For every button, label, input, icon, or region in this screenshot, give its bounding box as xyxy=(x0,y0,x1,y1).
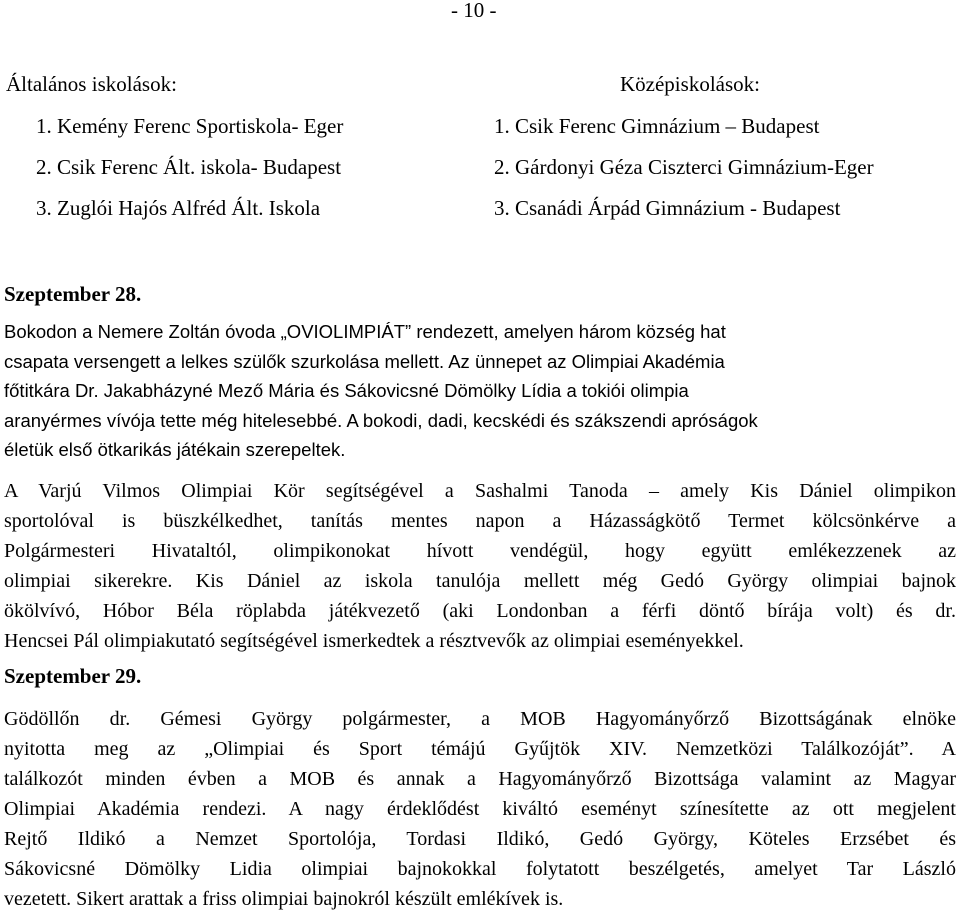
section-heading-sept28: Szeptember 28. xyxy=(4,282,142,306)
elementary-item-1: 1. Kemény Ferenc Sportiskola- Eger xyxy=(36,114,344,138)
sept28-paragraph-2 xyxy=(4,476,956,656)
secondary-item-3: 3. Csanádi Árpád Gimnázium - Budapest xyxy=(494,196,841,220)
paragraph-line: Olimpiai Akadémia rendezi. A nagy érdeklődést kiváltó eseményt színesítette az ott megjelent xyxy=(4,798,956,820)
secondary-item-2: 2. Gárdonyi Géza Ciszterci Gimnázium-Eger xyxy=(494,155,874,179)
sept28-paragraph-1 xyxy=(4,317,956,465)
paragraph-line: Sákovicsné Dömölky Lidia olimpiai bajnokokkal folytatott beszélgetés, amelyet Tar László xyxy=(4,858,956,880)
paragraph-line: Rejtő Ildikó a Nemzet Sportolója, Tordasi Ildikó, Gedó György, Köteles Erzsébet és xyxy=(4,828,956,850)
paragraph-line: aranyérmes vívója tette még hitelesebbé. A bokodi, dadi, kecskédi és szákszendi apróságok xyxy=(4,409,758,431)
paragraph-line: olimpiai sikerekre. Kis Dániel az iskola tanulója mellett még Gedó György olimpiai bajnok xyxy=(4,570,956,592)
elementary-title: Általános iskolások: xyxy=(6,72,177,96)
paragraph-line: vezetett. Sikert arattak a friss olimpiai bajnokról készült emlékívek is. xyxy=(4,888,564,910)
elementary-item-3: 3. Zuglói Hajós Alfréd Ált. Iskola xyxy=(36,196,321,220)
paragraph-line: főtitkára Dr. Jakabházyné Mező Mária és Sákovicsné Dömölky Lídia a tokiói olimpia xyxy=(4,380,689,401)
paragraph-line: sportolóval is büszkélkedhet, tanítás mentes napon a Házasságkötő Termet kölcsönkérve a xyxy=(4,510,956,532)
paragraph-line: A Varjú Vilmos Olimpiai Kör segítségével a Sashalmi Tanoda – amely Kis Dániel olimpikon xyxy=(4,480,956,502)
page-number: - 10 - xyxy=(451,0,497,22)
sept29-paragraph xyxy=(4,704,956,914)
paragraph-line: életük első ötkarikás játékain szerepeltek. xyxy=(4,439,346,460)
paragraph-line: ökölvívó, Hóbor Béla röplabda játékvezető (aki Londonban a férfi döntő bírája volt) és dr. xyxy=(4,600,956,622)
paragraph-line: csapata versengett a lelkes szülők szurkolása mellett. Az ünnepet az Olimpiai Akadémia xyxy=(4,350,725,372)
paragraph-line: nyitotta meg az „Olimpiai és Sport témájú Gyűjtök XIV. Nemzetközi Találkozóját”. A xyxy=(4,738,956,760)
section-heading-sept29: Szeptember 29. xyxy=(4,664,142,688)
paragraph-line: Hencsei Pál olimpiakutató segítségével ismerkedtek a résztvevők az olimpiai eseményekkel. xyxy=(4,630,744,652)
paragraph-line: találkozót minden évben a MOB és annak a Hagyományőrző Bizottsága valamint az Magyar xyxy=(4,768,956,790)
secondary-item-1: 1. Csik Ferenc Gimnázium – Budapest xyxy=(494,114,820,138)
paragraph-line: Bokodon a Nemere Zoltán óvoda „OVIOLIMPIÁT” rendezett, amelyen három község hat xyxy=(4,321,726,342)
paragraph-line: Polgármesteri Hivataltól, olimpikonokat hívott vendégül, hogy együtt emlékezzenek az xyxy=(4,540,956,562)
secondary-title: Középiskolások: xyxy=(620,72,760,96)
elementary-item-2: 2. Csik Ferenc Ált. iskola- Budapest xyxy=(36,155,342,179)
paragraph-line: Gödöllőn dr. Gémesi György polgármester, a MOB Hagyományőrző Bizottságának elnöke xyxy=(4,708,956,730)
